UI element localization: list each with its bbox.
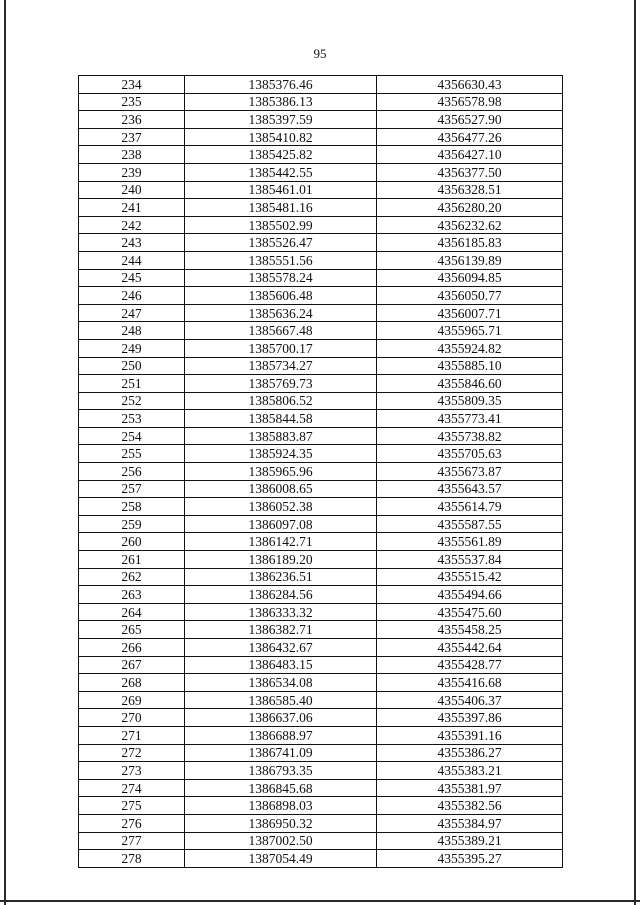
x-coordinate-cell: 1386845.68 <box>185 779 377 797</box>
point-number-cell: 259 <box>79 515 185 533</box>
point-number-cell: 269 <box>79 691 185 709</box>
point-number-cell: 262 <box>79 568 185 586</box>
x-coordinate-cell: 1385425.82 <box>185 146 377 164</box>
table-row <box>79 639 563 657</box>
x-coordinate-cell: 1385924.35 <box>185 445 377 463</box>
y-coordinate-cell: 4355738.82 <box>377 427 563 445</box>
coordinates-table-body <box>79 76 563 868</box>
point-number-cell: 248 <box>79 322 185 340</box>
table-row <box>79 392 563 410</box>
y-coordinate-cell: 4355386.27 <box>377 744 563 762</box>
point-number-cell: 245 <box>79 269 185 287</box>
point-number-cell: 256 <box>79 463 185 481</box>
y-coordinate-cell: 4356280.20 <box>377 199 563 217</box>
table-row <box>79 234 563 252</box>
y-coordinate-cell: 4355614.79 <box>377 498 563 516</box>
table-row <box>79 691 563 709</box>
y-coordinate-cell: 4355587.55 <box>377 515 563 533</box>
y-coordinate-cell: 4355643.57 <box>377 480 563 498</box>
point-number-cell: 263 <box>79 586 185 604</box>
y-coordinate-cell: 4356007.71 <box>377 304 563 322</box>
x-coordinate-cell: 1385386.13 <box>185 93 377 111</box>
y-coordinate-cell: 4355384.97 <box>377 814 563 832</box>
point-number-cell: 238 <box>79 146 185 164</box>
table-row <box>79 726 563 744</box>
x-coordinate-cell: 1387054.49 <box>185 850 377 868</box>
x-coordinate-cell: 1386333.32 <box>185 603 377 621</box>
table-row <box>79 568 563 586</box>
point-number-cell: 272 <box>79 744 185 762</box>
table-row <box>79 287 563 305</box>
point-number-cell: 257 <box>79 480 185 498</box>
point-number-cell: 251 <box>79 375 185 393</box>
x-coordinate-cell: 1385606.48 <box>185 287 377 305</box>
x-coordinate-cell: 1385578.24 <box>185 269 377 287</box>
table-row <box>79 427 563 445</box>
x-coordinate-cell: 1385806.52 <box>185 392 377 410</box>
point-number-cell: 273 <box>79 762 185 780</box>
x-coordinate-cell: 1386950.32 <box>185 814 377 832</box>
x-coordinate-cell: 1385636.24 <box>185 304 377 322</box>
point-number-cell: 266 <box>79 639 185 657</box>
y-coordinate-cell: 4355382.56 <box>377 797 563 815</box>
x-coordinate-cell: 1386688.97 <box>185 726 377 744</box>
point-number-cell: 243 <box>79 234 185 252</box>
point-number-cell: 241 <box>79 199 185 217</box>
table-row <box>79 674 563 692</box>
point-number-cell: 260 <box>79 533 185 551</box>
x-coordinate-cell: 1386637.06 <box>185 709 377 727</box>
table-row <box>79 181 563 199</box>
y-coordinate-cell: 4355924.82 <box>377 339 563 357</box>
x-coordinate-cell: 1386008.65 <box>185 480 377 498</box>
x-coordinate-cell: 1385376.46 <box>185 76 377 94</box>
point-number-cell: 264 <box>79 603 185 621</box>
point-number-cell: 277 <box>79 832 185 850</box>
page-number: 95 <box>313 46 327 61</box>
x-coordinate-cell: 1386189.20 <box>185 551 377 569</box>
point-number-cell: 253 <box>79 410 185 428</box>
y-coordinate-cell: 4356050.77 <box>377 287 563 305</box>
coordinates-table <box>78 75 563 868</box>
x-coordinate-cell: 1385410.82 <box>185 128 377 146</box>
point-number-cell: 275 <box>79 797 185 815</box>
point-number-cell: 268 <box>79 674 185 692</box>
y-coordinate-cell: 4355965.71 <box>377 322 563 340</box>
y-coordinate-cell: 4355406.37 <box>377 691 563 709</box>
y-coordinate-cell: 4355846.60 <box>377 375 563 393</box>
y-coordinate-cell: 4355773.41 <box>377 410 563 428</box>
y-coordinate-cell: 4355416.68 <box>377 674 563 692</box>
y-coordinate-cell: 4355442.64 <box>377 639 563 657</box>
table-row <box>79 251 563 269</box>
y-coordinate-cell: 4355705.63 <box>377 445 563 463</box>
table-row <box>79 269 563 287</box>
x-coordinate-cell: 1386236.51 <box>185 568 377 586</box>
table-row <box>79 463 563 481</box>
y-coordinate-cell: 4356630.43 <box>377 76 563 94</box>
y-coordinate-cell: 4356139.89 <box>377 251 563 269</box>
table-row <box>79 603 563 621</box>
y-coordinate-cell: 4356232.62 <box>377 216 563 234</box>
x-coordinate-cell: 1387002.50 <box>185 832 377 850</box>
point-number-cell: 236 <box>79 111 185 129</box>
table-row <box>79 797 563 815</box>
y-coordinate-cell: 4355428.77 <box>377 656 563 674</box>
y-coordinate-cell: 4355475.60 <box>377 603 563 621</box>
table-row <box>79 304 563 322</box>
x-coordinate-cell: 1385502.99 <box>185 216 377 234</box>
x-coordinate-cell: 1385481.16 <box>185 199 377 217</box>
x-coordinate-cell: 1385844.58 <box>185 410 377 428</box>
x-coordinate-cell: 1386483.15 <box>185 656 377 674</box>
table-row <box>79 445 563 463</box>
x-coordinate-cell: 1385397.59 <box>185 111 377 129</box>
point-number-cell: 278 <box>79 850 185 868</box>
x-coordinate-cell: 1385667.48 <box>185 322 377 340</box>
table-row <box>79 744 563 762</box>
table-row <box>79 163 563 181</box>
x-coordinate-cell: 1386534.08 <box>185 674 377 692</box>
point-number-cell: 255 <box>79 445 185 463</box>
y-coordinate-cell: 4355391.16 <box>377 726 563 744</box>
point-number-cell: 270 <box>79 709 185 727</box>
y-coordinate-cell: 4355561.89 <box>377 533 563 551</box>
table-row <box>79 410 563 428</box>
table-row <box>79 709 563 727</box>
point-number-cell: 240 <box>79 181 185 199</box>
y-coordinate-cell: 4355381.97 <box>377 779 563 797</box>
y-coordinate-cell: 4356185.83 <box>377 234 563 252</box>
point-number-cell: 246 <box>79 287 185 305</box>
x-coordinate-cell: 1385442.55 <box>185 163 377 181</box>
point-number-cell: 244 <box>79 251 185 269</box>
x-coordinate-cell: 1386097.08 <box>185 515 377 533</box>
y-coordinate-cell: 4356094.85 <box>377 269 563 287</box>
scan-edge-right <box>634 0 636 905</box>
x-coordinate-cell: 1385551.56 <box>185 251 377 269</box>
table-row <box>79 199 563 217</box>
table-row <box>79 480 563 498</box>
y-coordinate-cell: 4356578.98 <box>377 93 563 111</box>
x-coordinate-cell: 1385883.87 <box>185 427 377 445</box>
y-coordinate-cell: 4355383.21 <box>377 762 563 780</box>
point-number-cell: 267 <box>79 656 185 674</box>
x-coordinate-cell: 1385700.17 <box>185 339 377 357</box>
x-coordinate-cell: 1385734.27 <box>185 357 377 375</box>
x-coordinate-cell: 1386142.71 <box>185 533 377 551</box>
point-number-cell: 258 <box>79 498 185 516</box>
table-row <box>79 128 563 146</box>
table-row <box>79 533 563 551</box>
y-coordinate-cell: 4355397.86 <box>377 709 563 727</box>
point-number-cell: 261 <box>79 551 185 569</box>
point-number-cell: 237 <box>79 128 185 146</box>
y-coordinate-cell: 4356477.26 <box>377 128 563 146</box>
y-coordinate-cell: 4355885.10 <box>377 357 563 375</box>
y-coordinate-cell: 4356377.50 <box>377 163 563 181</box>
point-number-cell: 239 <box>79 163 185 181</box>
x-coordinate-cell: 1386432.67 <box>185 639 377 657</box>
x-coordinate-cell: 1386585.40 <box>185 691 377 709</box>
table-row <box>79 762 563 780</box>
point-number-cell: 265 <box>79 621 185 639</box>
table-row <box>79 551 563 569</box>
y-coordinate-cell: 4355389.21 <box>377 832 563 850</box>
table-row <box>79 832 563 850</box>
table-row <box>79 339 563 357</box>
table-row <box>79 850 563 868</box>
x-coordinate-cell: 1385965.96 <box>185 463 377 481</box>
table-row <box>79 779 563 797</box>
point-number-cell: 276 <box>79 814 185 832</box>
table-row <box>79 656 563 674</box>
x-coordinate-cell: 1386793.35 <box>185 762 377 780</box>
table-row <box>79 814 563 832</box>
table-row <box>79 322 563 340</box>
point-number-cell: 234 <box>79 76 185 94</box>
table-row <box>79 586 563 604</box>
table-row <box>79 146 563 164</box>
point-number-cell: 271 <box>79 726 185 744</box>
x-coordinate-cell: 1386741.09 <box>185 744 377 762</box>
scan-edge-left <box>4 0 6 905</box>
point-number-cell: 247 <box>79 304 185 322</box>
y-coordinate-cell: 4355458.25 <box>377 621 563 639</box>
table-row <box>79 111 563 129</box>
point-number-cell: 242 <box>79 216 185 234</box>
x-coordinate-cell: 1386284.56 <box>185 586 377 604</box>
table-row <box>79 375 563 393</box>
x-coordinate-cell: 1386052.38 <box>185 498 377 516</box>
x-coordinate-cell: 1385769.73 <box>185 375 377 393</box>
x-coordinate-cell: 1385526.47 <box>185 234 377 252</box>
table-row <box>79 515 563 533</box>
point-number-cell: 274 <box>79 779 185 797</box>
point-number-cell: 252 <box>79 392 185 410</box>
x-coordinate-cell: 1386382.71 <box>185 621 377 639</box>
table-row <box>79 357 563 375</box>
y-coordinate-cell: 4355395.27 <box>377 850 563 868</box>
point-number-cell: 249 <box>79 339 185 357</box>
table-row <box>79 621 563 639</box>
point-number-cell: 235 <box>79 93 185 111</box>
y-coordinate-cell: 4355809.35 <box>377 392 563 410</box>
x-coordinate-cell: 1385461.01 <box>185 181 377 199</box>
table-row <box>79 498 563 516</box>
y-coordinate-cell: 4356527.90 <box>377 111 563 129</box>
y-coordinate-cell: 4355494.66 <box>377 586 563 604</box>
y-coordinate-cell: 4355515.42 <box>377 568 563 586</box>
point-number-cell: 254 <box>79 427 185 445</box>
table-row <box>79 216 563 234</box>
y-coordinate-cell: 4355537.84 <box>377 551 563 569</box>
x-coordinate-cell: 1386898.03 <box>185 797 377 815</box>
y-coordinate-cell: 4355673.87 <box>377 463 563 481</box>
table-row <box>79 76 563 94</box>
y-coordinate-cell: 4356328.51 <box>377 181 563 199</box>
y-coordinate-cell: 4356427.10 <box>377 146 563 164</box>
table-row <box>79 93 563 111</box>
point-number-cell: 250 <box>79 357 185 375</box>
scan-edge-bottom <box>0 900 640 902</box>
